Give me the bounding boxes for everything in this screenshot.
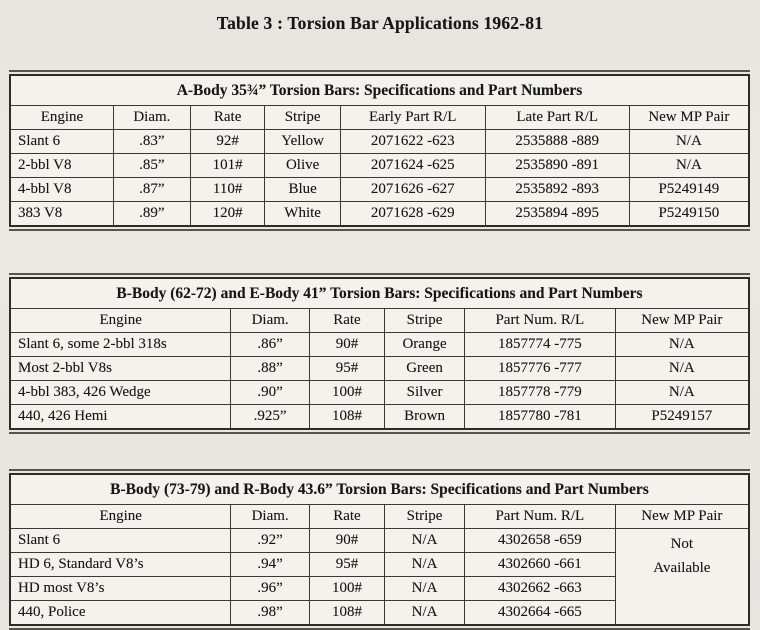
column-header: Stripe (385, 505, 465, 529)
value-cell: Blue (265, 178, 340, 202)
column-header: Rate (309, 309, 384, 333)
value-cell: P5249150 (629, 202, 749, 227)
table-row (10, 333, 749, 357)
value-cell: .88” (231, 357, 309, 381)
engine-cell: Slant 6 (10, 529, 231, 553)
value-cell: N/A (629, 154, 749, 178)
value-cell: .83” (113, 130, 190, 154)
value-cell: Green (385, 357, 465, 381)
engine-cell: HD most V8’s (10, 577, 231, 601)
table-row (10, 381, 749, 405)
value-cell: N/A (629, 130, 749, 154)
column-header: Late Part R/L (485, 106, 629, 130)
value-cell: 4302662 -663 (464, 577, 615, 601)
value-cell: .98” (231, 601, 309, 626)
column-header: Rate (309, 505, 384, 529)
engine-cell: 383 V8 (10, 202, 113, 227)
value-cell: White (265, 202, 340, 227)
value-cell: 100# (309, 577, 384, 601)
value-cell: 4302660 -661 (464, 553, 615, 577)
value-cell: 101# (190, 154, 265, 178)
value-cell: 1857776 -777 (464, 357, 615, 381)
value-cell: 1857778 -779 (464, 381, 615, 405)
value-cell: 2535890 -891 (485, 154, 629, 178)
table-title: B-Body (73-79) and R-Body 43.6” Torsion Bars: Specifications and Part Numbers (10, 474, 749, 505)
table-title: B-Body (62-72) and E-Body 41” Torsion Bars: Specifications and Part Numbers (10, 278, 749, 309)
page-title: Table 3 : Torsion Bar Applications 1962-81 (216, 13, 544, 33)
value-cell: .85” (113, 154, 190, 178)
column-header: Diam. (231, 505, 309, 529)
table-row (10, 529, 749, 553)
value-cell: P5249149 (629, 178, 749, 202)
value-cell: 2535888 -889 (485, 130, 629, 154)
value-cell: 2071624 -625 (340, 154, 485, 178)
column-header: Engine (10, 505, 231, 529)
value-cell: 92# (190, 130, 265, 154)
engine-cell: 4-bbl V8 (10, 178, 113, 202)
column-header: Stripe (265, 106, 340, 130)
column-header: Early Part R/L (340, 106, 485, 130)
column-header: New MP Pair (615, 505, 749, 529)
column-header: Engine (10, 106, 113, 130)
value-cell: Brown (385, 405, 465, 430)
table-row (10, 154, 749, 178)
value-cell: 100# (309, 381, 384, 405)
value-cell: N/A (385, 529, 465, 553)
table-row (10, 405, 749, 430)
value-cell: 108# (309, 405, 384, 430)
value-cell: N/A (615, 357, 749, 381)
table-row (10, 130, 749, 154)
value-cell: .86” (231, 333, 309, 357)
engine-cell: HD 6, Standard V8’s (10, 553, 231, 577)
value-cell: .925” (231, 405, 309, 430)
engine-cell: 4-bbl 383, 426 Wedge (10, 381, 231, 405)
table-title: A-Body 35¾” Torsion Bars: Specifications and Part Numbers (10, 75, 749, 106)
value-cell: Yellow (265, 130, 340, 154)
column-header: Diam. (231, 309, 309, 333)
value-cell: N/A (385, 577, 465, 601)
value-cell: 2071626 -627 (340, 178, 485, 202)
value-cell: N/A (385, 601, 465, 626)
engine-cell: 440, 426 Hemi (10, 405, 231, 430)
spec-table-bbody-ebody (9, 277, 750, 430)
merged-not-available-cell: Not Available (615, 529, 749, 626)
value-cell: N/A (615, 333, 749, 357)
column-header: Stripe (385, 309, 465, 333)
value-cell: 2071628 -629 (340, 202, 485, 227)
table-row (10, 202, 749, 227)
value-cell: 4302664 -665 (464, 601, 615, 626)
value-cell: Silver (385, 381, 465, 405)
value-cell: 90# (309, 333, 384, 357)
column-header: Part Num. R/L (464, 309, 615, 333)
column-header: Diam. (113, 106, 190, 130)
value-cell: 108# (309, 601, 384, 626)
value-cell: 2535892 -893 (485, 178, 629, 202)
spec-table-bbody-rbody (9, 473, 750, 626)
value-cell: .89” (113, 202, 190, 227)
value-cell: 1857774 -775 (464, 333, 615, 357)
column-header: Rate (190, 106, 265, 130)
table-row (10, 178, 749, 202)
engine-cell: Most 2-bbl V8s (10, 357, 231, 381)
value-cell: P5249157 (615, 405, 749, 430)
value-cell: N/A (385, 553, 465, 577)
value-cell: 110# (190, 178, 265, 202)
value-cell: .96” (231, 577, 309, 601)
engine-cell: 440, Police (10, 601, 231, 626)
spec-table-abody (9, 74, 750, 227)
table-bbody-ebody-wrapper (9, 273, 750, 434)
column-header: Engine (10, 309, 231, 333)
value-cell: 2071622 -623 (340, 130, 485, 154)
value-cell: 95# (309, 553, 384, 577)
value-cell: .92” (231, 529, 309, 553)
value-cell: 95# (309, 357, 384, 381)
value-cell: 1857780 -781 (464, 405, 615, 430)
value-cell: 120# (190, 202, 265, 227)
engine-cell: 2-bbl V8 (10, 154, 113, 178)
table-bbody-rbody-wrapper (9, 469, 750, 630)
value-cell: 90# (309, 529, 384, 553)
column-header: New MP Pair (629, 106, 749, 130)
engine-cell: Slant 6 (10, 130, 113, 154)
value-cell: .87” (113, 178, 190, 202)
table-row (10, 357, 749, 381)
engine-cell: Slant 6, some 2-bbl 318s (10, 333, 231, 357)
value-cell: 2535894 -895 (485, 202, 629, 227)
value-cell: 4302658 -659 (464, 529, 615, 553)
column-header: Part Num. R/L (464, 505, 615, 529)
value-cell: .90” (231, 381, 309, 405)
value-cell: .94” (231, 553, 309, 577)
column-header: New MP Pair (615, 309, 749, 333)
value-cell: Orange (385, 333, 465, 357)
table-abody-wrapper (9, 70, 750, 231)
value-cell: Olive (265, 154, 340, 178)
value-cell: N/A (615, 381, 749, 405)
